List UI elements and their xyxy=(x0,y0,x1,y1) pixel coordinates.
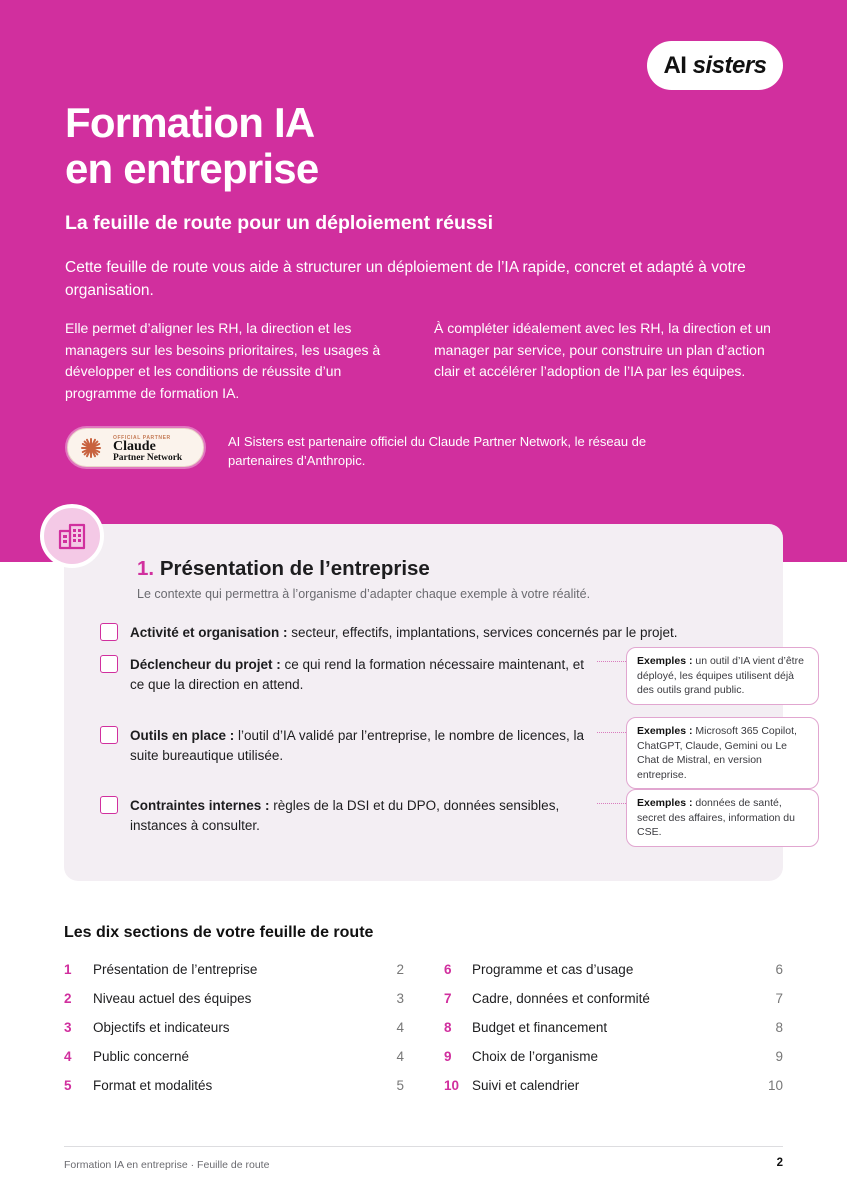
badge-official-partner: OFFICIAL PARTNER xyxy=(113,435,171,441)
connector-line xyxy=(597,803,626,804)
toc-label: Budget et financement xyxy=(472,1020,608,1035)
checklist-item-text xyxy=(130,655,600,694)
item-description: secteur, effectifs, implantations, services concernés par le projet. xyxy=(287,625,678,640)
section-title: Présentation de l’entreprise xyxy=(159,557,430,580)
item-description: règles de la DSI et du DPO, données sensibles, instances à consulter. xyxy=(130,798,560,833)
toc-page: 6 xyxy=(775,962,783,977)
toc-number: 7 xyxy=(444,991,452,1006)
item-label: Déclencheur du projet : xyxy=(130,657,281,672)
toc-entry[interactable] xyxy=(444,1049,783,1069)
toc-page: 5 xyxy=(396,1078,404,1093)
item-description: l’outil d’IA validé par l’entreprise, le nombre de licences, la suite bureautique utilisée. xyxy=(130,728,584,763)
toc-page: 4 xyxy=(396,1049,404,1064)
toc-page: 4 xyxy=(396,1020,404,1035)
toc-page: 10 xyxy=(767,1078,783,1093)
connector-line xyxy=(597,732,626,733)
section-number: 1. xyxy=(137,557,155,580)
claude-sunburst-icon xyxy=(80,437,102,459)
toc-entry[interactable] xyxy=(64,1049,404,1069)
toc-label: Public concerné xyxy=(93,1049,190,1064)
toc-label: Choix de l’organisme xyxy=(472,1049,599,1064)
toc-label: Cadre, données et conformité xyxy=(472,991,650,1006)
claude-partner-badge xyxy=(67,428,204,467)
example-label: Exemples : xyxy=(637,655,693,667)
section-subtitle: Le contexte qui permettra à l’organisme d’adapter chaque exemple à votre réalité. xyxy=(137,587,591,601)
checkbox[interactable] xyxy=(100,796,118,814)
toc-entry[interactable] xyxy=(64,1078,404,1098)
toc-number: 5 xyxy=(64,1078,72,1093)
checklist-item-text xyxy=(130,623,710,643)
badge-partner-network: Partner Network xyxy=(113,453,183,463)
example-text: Microsoft 365 Copilot, ChatGPT, Claude, Gemini ou Le Chat de Mistral, en version entreprise. xyxy=(637,725,797,781)
example-callout xyxy=(626,647,819,705)
toc-entry[interactable] xyxy=(444,991,783,1011)
item-label: Contraintes internes : xyxy=(130,798,270,813)
footer-text: Formation IA en entreprise · Feuille de route xyxy=(64,1159,270,1171)
example-callout xyxy=(626,789,819,847)
toc-entry[interactable] xyxy=(444,1078,783,1098)
page-number: 2 xyxy=(776,1157,783,1169)
toc-number: 2 xyxy=(64,991,72,1006)
toc-entry[interactable] xyxy=(64,991,404,1011)
toc-page: 3 xyxy=(396,991,404,1006)
item-label: Outils en place : xyxy=(130,728,235,743)
toc-page: 7 xyxy=(775,991,783,1006)
checklist-item-text xyxy=(130,796,590,835)
toc-page: 9 xyxy=(775,1049,783,1064)
toc-entry[interactable] xyxy=(64,1020,404,1040)
toc-label: Présentation de l’entreprise xyxy=(93,962,258,977)
badge-claude: Claude xyxy=(113,439,156,454)
toc-label: Objectifs et indicateurs xyxy=(93,1020,230,1035)
toc-number: 10 xyxy=(444,1078,460,1093)
item-label: Activité et organisation : xyxy=(130,625,288,640)
section-heading xyxy=(137,557,430,581)
toc-page: 2 xyxy=(396,962,404,977)
toc-entry[interactable] xyxy=(444,962,783,982)
intro-column-right: À compléter idéalement avec les RH, la direction et un manager par service, pour construire un plan d’action clair et accélérer l’adoption de l’IA par les équipes. xyxy=(434,320,771,379)
example-text: un outil d’IA vient d’être déployé, les équipes utilisent déjà des outils grand public. xyxy=(637,655,804,696)
toc-label: Suivi et calendrier xyxy=(472,1078,580,1093)
checkbox[interactable] xyxy=(100,726,118,744)
toc-number: 6 xyxy=(444,962,452,977)
partner-text: AI Sisters est partenaire officiel du Claude Partner Network, le réseau de partenaires d’Anthropic. xyxy=(228,434,647,468)
toc-title: Les dix sections de votre feuille de route xyxy=(64,924,374,941)
example-label: Exemples : xyxy=(637,797,693,809)
checklist-item-text xyxy=(130,726,600,765)
footer-divider xyxy=(64,1146,783,1147)
toc-page: 8 xyxy=(775,1020,783,1035)
brand-logo: AI sisters xyxy=(647,41,783,90)
example-text: données de santé, secret des affaires, information du CSE. xyxy=(637,797,795,838)
example-callout xyxy=(626,717,819,789)
toc-number: 1 xyxy=(64,962,72,977)
section-icon-badge xyxy=(40,504,104,568)
intro-column-left: Elle permet d’aligner les RH, la direction et les managers sur les besoins prioritaires, les usages à développer et les conditions de réussite d’un programme de formation IA. xyxy=(65,320,381,401)
checkbox[interactable] xyxy=(100,655,118,673)
toc-number: 3 xyxy=(64,1020,72,1035)
toc-label: Niveau actuel des équipes xyxy=(93,991,252,1006)
building-icon xyxy=(57,522,87,550)
example-label: Exemples : xyxy=(637,725,693,737)
checkbox[interactable] xyxy=(100,623,118,641)
page-subtitle: La feuille de route pour un déploiement réussi xyxy=(65,212,493,234)
title-line-2: en entreprise xyxy=(65,145,319,192)
title-line-1: Formation IA xyxy=(65,99,315,146)
toc-number: 4 xyxy=(64,1049,72,1064)
toc-number: 9 xyxy=(444,1049,452,1064)
toc-entry[interactable] xyxy=(444,1020,783,1040)
intro-paragraph: Cette feuille de route vous aide à structurer un déploiement de l’IA rapide, concret et adapté à votre organisation. xyxy=(65,259,746,299)
toc-number: 8 xyxy=(444,1020,452,1035)
toc-label: Programme et cas d’usage xyxy=(472,962,634,977)
page-title xyxy=(65,100,625,192)
connector-line xyxy=(597,661,626,662)
item-description: ce qui rend la formation nécessaire maintenant, et ce que la direction en attend. xyxy=(130,657,584,692)
toc-label: Format et modalités xyxy=(93,1078,213,1093)
toc-entry[interactable] xyxy=(64,962,404,982)
